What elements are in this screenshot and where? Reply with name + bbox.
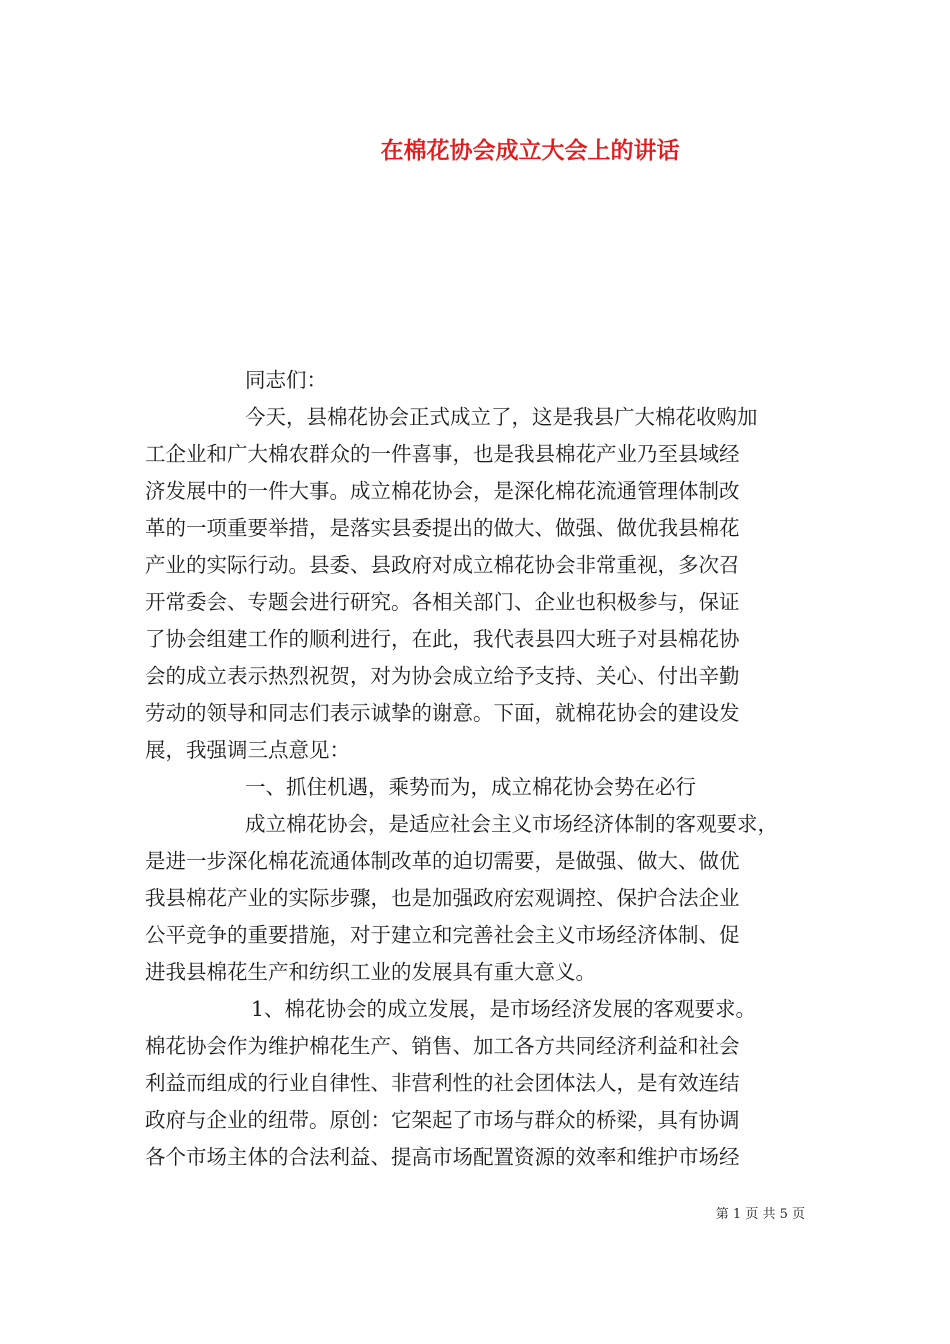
paragraph-line: 棉花协会作为维护棉花生产、销售、加工各方共同经济利益和社会 xyxy=(145,1034,740,1058)
paragraph-line: 是进一步深化棉花流通体制改革的迫切需要，是做强、做大、做优 xyxy=(145,849,740,873)
paragraph-line: 产业的实际行动。县委、县政府对成立棉花协会非常重视，多次召 xyxy=(145,553,740,577)
paragraph-line: 政府与企业的纽带。原创：它架起了市场与群众的桥梁，具有协调 xyxy=(145,1108,740,1132)
paragraph-line: 展，我强调三点意见： xyxy=(145,738,350,762)
paragraph-line: 工企业和广大棉农群众的一件喜事，也是我县棉花产业乃至县域经 xyxy=(145,442,740,466)
numbered-point: 1、棉花协会的成立发展，是市场经济发展的客观要求。 xyxy=(251,997,757,1021)
section-heading: 一、抓住机遇，乘势而为，成立棉花协会势在必行 xyxy=(245,775,696,799)
document-body xyxy=(145,362,807,1176)
page-number: 第 1 页 共 5 页 xyxy=(715,1207,805,1222)
paragraph-line: 革的一项重要举措，是落实县委提出的做大、做强、做优我县棉花 xyxy=(145,516,740,540)
paragraph-line: 会的成立表示热烈祝贺，对为协会成立给予支持、关心、付出辛勤 xyxy=(145,664,740,688)
paragraph-line: 公平竞争的重要措施，对于建立和完善社会主义市场经济体制、促 xyxy=(145,923,740,947)
paragraph-line: 各个市场主体的合法利益、提高市场配置资源的效率和维护市场经 xyxy=(145,1145,740,1169)
paragraph-line: 我县棉花产业的实际步骤，也是加强政府宏观调控、保护合法企业 xyxy=(145,886,740,910)
paragraph-line: 济发展中的一件大事。成立棉花协会，是深化棉花流通管理体制改 xyxy=(145,479,740,503)
document-title: 在棉花协会成立大会上的讲话 xyxy=(380,137,680,164)
salutation: 同志们： xyxy=(245,368,327,392)
paragraph-line: 今天，县棉花协会正式成立了，这是我县广大棉花收购加 xyxy=(245,405,758,429)
paragraph-line: 开常委会、专题会进行研究。各相关部门、企业也积极参与，保证 xyxy=(145,590,740,614)
paragraph-line: 成立棉花协会，是适应社会主义市场经济体制的客观要求， xyxy=(245,812,778,836)
paragraph-line: 进我县棉花生产和纺织工业的发展具有重大意义。 xyxy=(145,960,596,984)
paragraph-line: 劳动的领导和同志们表示诚挚的谢意。下面，就棉花协会的建设发 xyxy=(145,701,740,725)
paragraph-line: 利益而组成的行业自律性、非营利性的社会团体法人，是有效连结 xyxy=(145,1071,740,1095)
paragraph-line: 了协会组建工作的顺利进行，在此，我代表县四大班子对县棉花协 xyxy=(145,627,740,651)
